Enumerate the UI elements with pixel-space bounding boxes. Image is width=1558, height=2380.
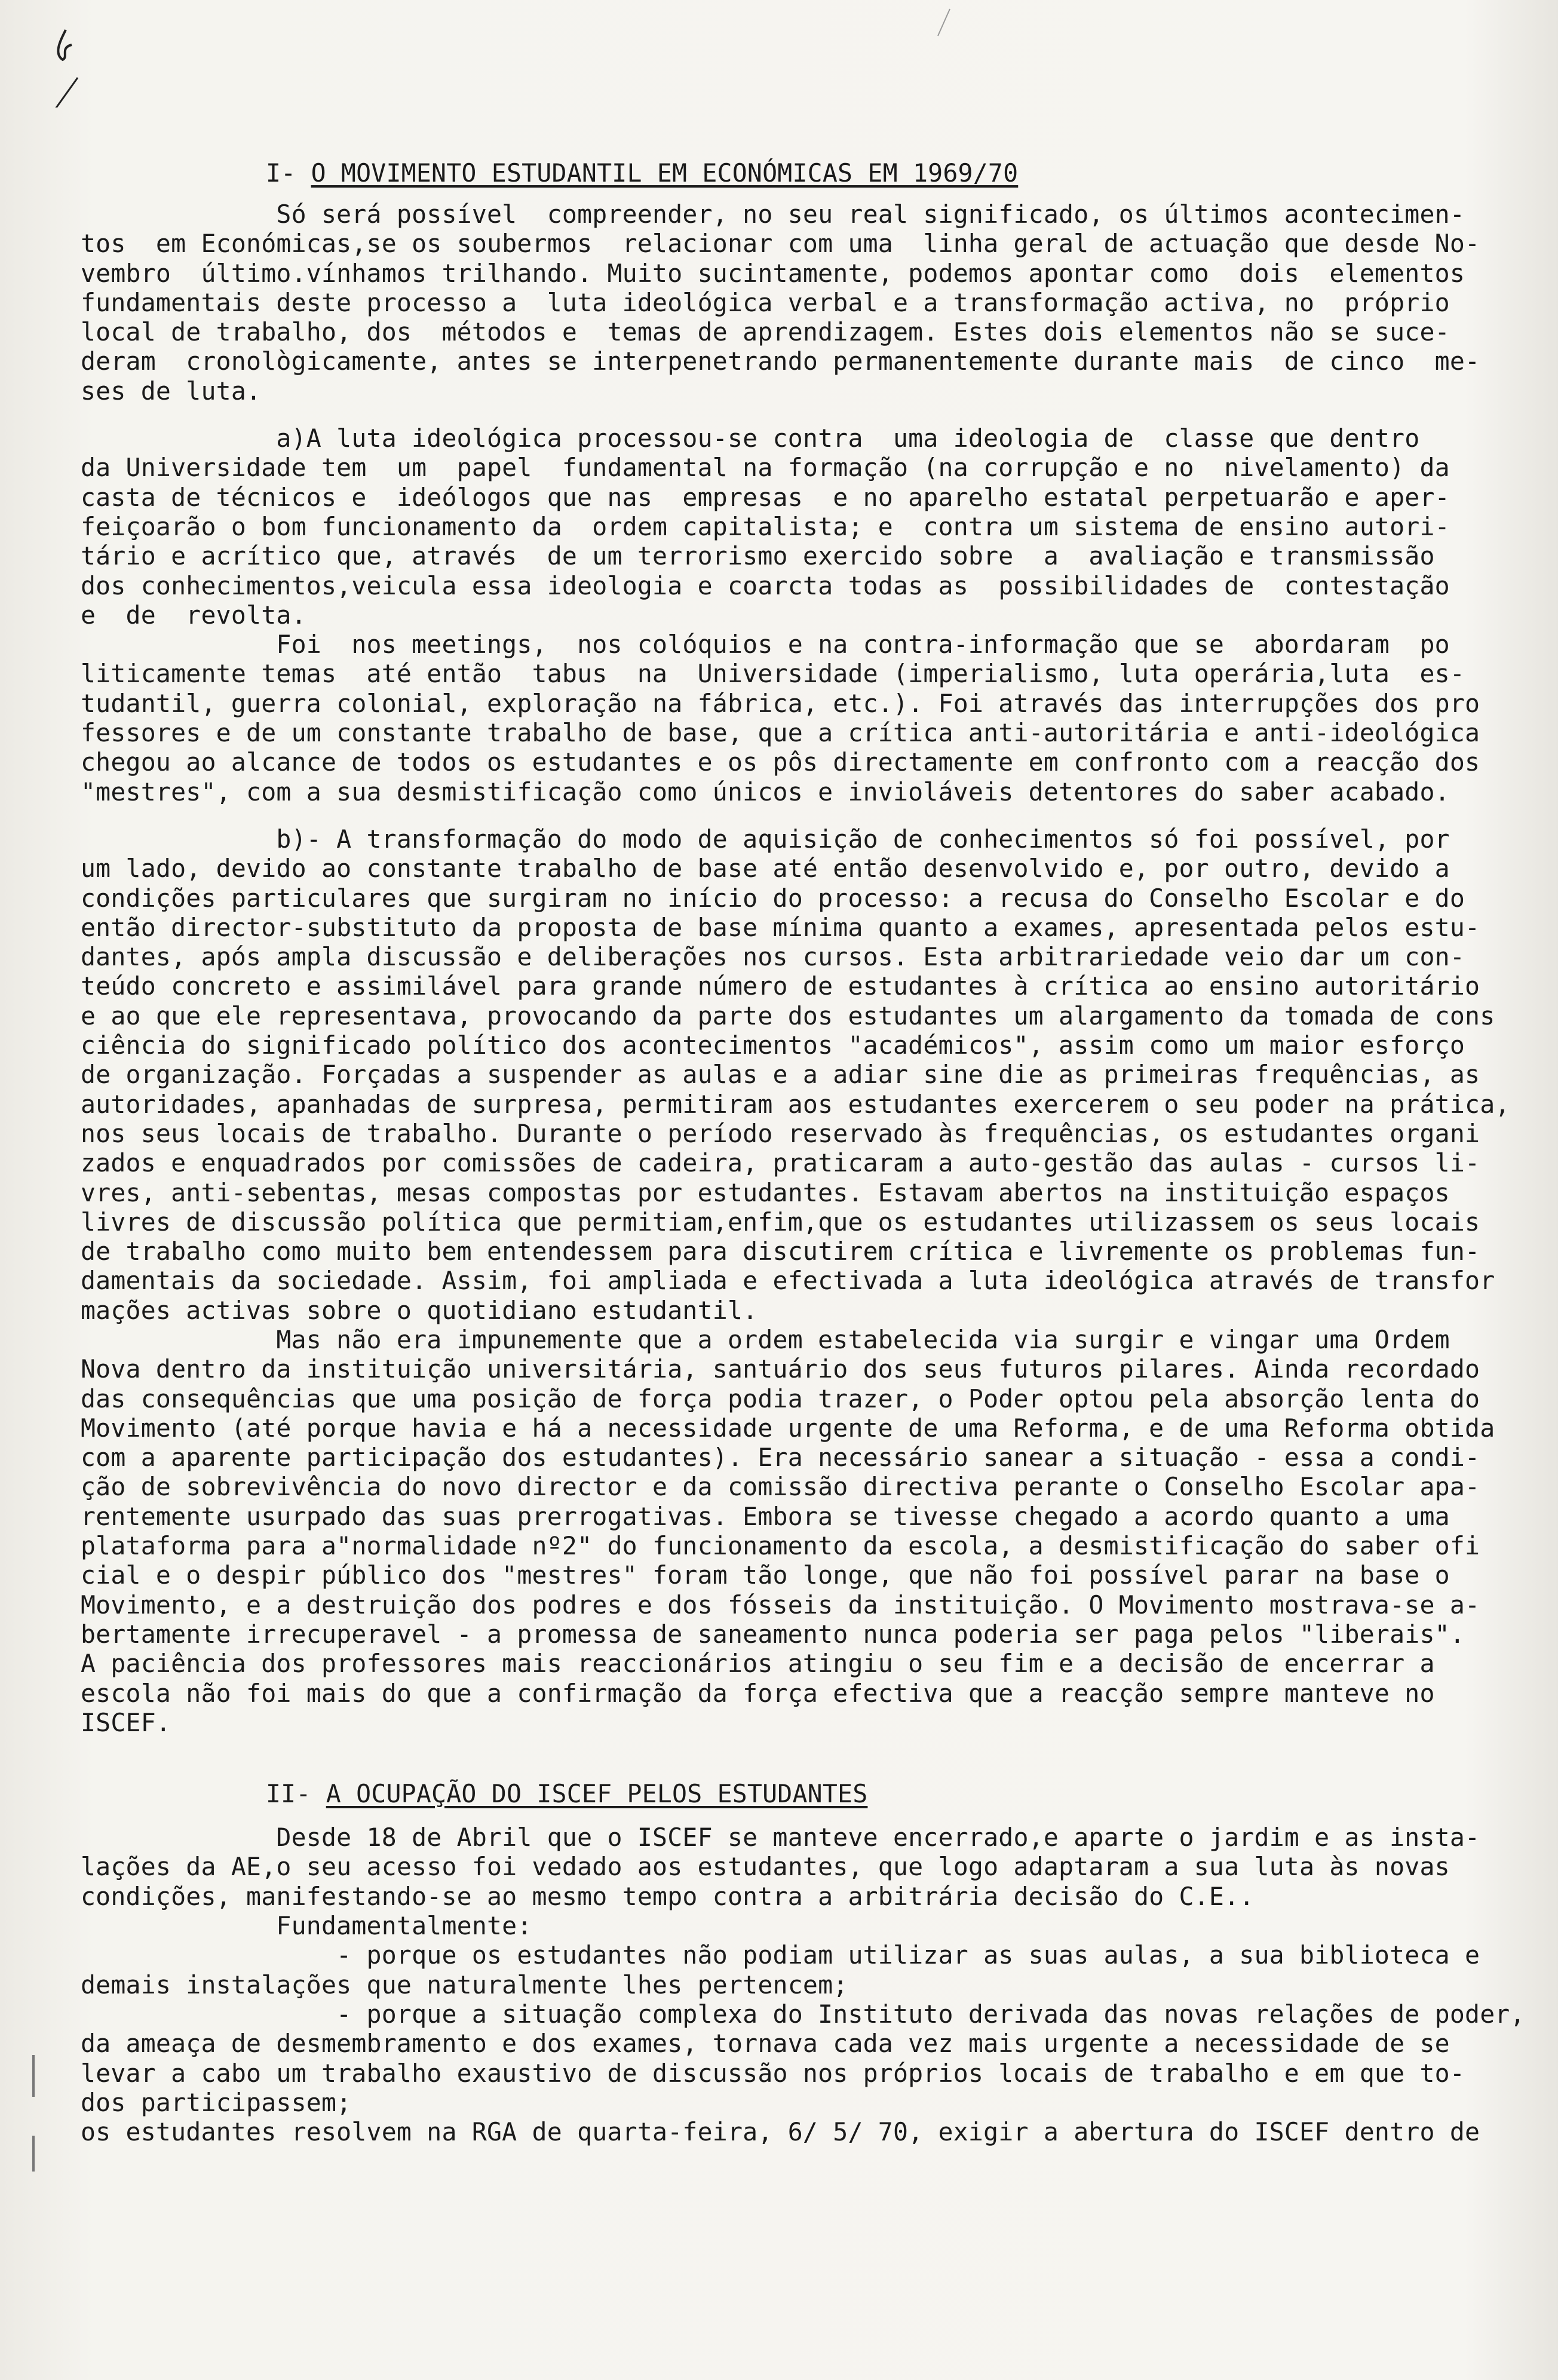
paragraph xyxy=(81,424,1479,630)
text-line: Foi nos meetings, nos colóquios e na contra-informação que se abordaram po xyxy=(81,630,1450,660)
text-line: da ameaça de desmembramento e dos exames, tornava cada vez mais urgente a necessidade de se xyxy=(81,2029,1450,2059)
text-line: dos conhecimentos,veicula essa ideologia e coarcta todas as possibilidades de contestação xyxy=(81,571,1450,600)
text-line: Movimento, e a destruição dos podres e dos fósseis da instituição. O Movimento mostrava-se a- xyxy=(81,1590,1480,1620)
text-line: autoridades, apanhadas de surpresa, permitiram aos estudantes exercerem o seu poder na prática, xyxy=(81,1089,1510,1119)
section-title: O MOVIMENTO ESTUDANTIL EM ECONÓMICAS EM 1969/70 xyxy=(311,158,1019,188)
paragraph xyxy=(81,1823,1525,2147)
text-line: Só será possível compreender, no seu real significado, os últimos acontecimen- xyxy=(81,200,1465,229)
text-line: Fundamentalmente: xyxy=(81,1911,532,1941)
text-line: - porque os estudantes não podiam utilizar as suas aulas, a sua biblioteca e xyxy=(81,1940,1480,1970)
text-line: Desde 18 de Abril que o ISCEF se manteve encerrado,e aparte o jardim e as insta- xyxy=(81,1823,1480,1853)
section-heading xyxy=(81,1779,1479,1808)
text-line: A paciência dos professores mais reaccionários atingiu o seu fim e a decisão de encerrar a xyxy=(81,1649,1435,1679)
text-line: de organização. Forçadas a suspender as aulas e a adiar sine die as primeiras frequências, as xyxy=(81,1060,1480,1090)
text-line: plataforma para a"normalidade nº2" do funcionamento da escola, a desmistificação do saber ofi xyxy=(81,1531,1480,1561)
text-line: dantes, após ampla discussão e deliberações nos cursos. Esta arbitrariedade veio dar um con- xyxy=(81,942,1465,972)
text-line: escola não foi mais do que a confirmação da força efectiva que a reacção sempre manteve no xyxy=(81,1678,1435,1708)
text-line: chegou ao alcance de todos os estudantes e os pôs directamente em confronto com a reacção dos xyxy=(81,747,1480,777)
text-line: Mas não era impunemente que a ordem estabelecida via surgir e vingar uma Ordem xyxy=(81,1324,1450,1354)
text-line: Nova dentro da instituição universitária, santuário dos seus futuros pilares. Ainda recordado xyxy=(81,1354,1480,1384)
text-line: bertamente irrecuperavel - a promessa de saneamento nunca poderia ser paga pelos "liberais". xyxy=(81,1619,1465,1649)
paragraph xyxy=(81,1324,1495,1737)
text-line: liticamente temas até então tabus na Universidade (imperialismo, luta operária,luta es- xyxy=(81,659,1465,689)
text-line: tudantil, guerra colonial, exploração na fábrica, etc.). Foi através das interrupções dos pro xyxy=(81,688,1480,718)
paragraph xyxy=(81,200,1479,406)
text-line: "mestres", com a sua desmistificação como únicos e invioláveis detentores do saber acabado. xyxy=(81,777,1450,806)
text-line: livres de discussão política que permitiam,enfim,que os estudantes utilizassem os seus locais xyxy=(81,1207,1480,1237)
text-line: ção de sobrevivência do novo director e da comissão directiva perante o Conselho Escolar apa- xyxy=(81,1472,1480,1502)
text-line: feiçoarão o bom funcionamento da ordem capitalista; e contra um sistema de ensino autori- xyxy=(81,511,1450,541)
text-line: deram cronològicamente, antes se interpenetrando permanentemente durante mais de cinco me- xyxy=(81,346,1480,376)
text-line: vembro último.vínhamos trilhando. Muito sucintamente, podemos apontar como dois elementos xyxy=(81,258,1465,288)
text-line: local de trabalho, dos métodos e temas de aprendizagem. Estes dois elementos não se suce- xyxy=(81,317,1450,347)
pencil-mark xyxy=(932,6,956,42)
section-heading xyxy=(81,158,1479,188)
text-line: os estudantes resolvem na RGA de quarta-feira, 6/ 5/ 70, exigir a abertura do ISCEF dentro de xyxy=(81,2117,1480,2147)
text-line: de trabalho como muito bem entendessem para discutirem crítica e livremente os problemas fun- xyxy=(81,1237,1480,1266)
text-line: damentais da sociedade. Assim, foi ampliada e efectivada a luta ideológica através de transfor xyxy=(81,1266,1495,1296)
text-line: b)- A transformação do modo de aquisição de conhecimentos só foi possível, por xyxy=(81,824,1450,854)
text-line: e de revolta. xyxy=(81,600,306,630)
text-line: ISCEF. xyxy=(81,1707,171,1737)
text-line: então director-substituto da proposta de base mínima quanto a exames, apresentada pelos estu- xyxy=(81,912,1480,942)
text-line: ciência do significado político dos acontecimentos "académicos", assim como um maior esforço xyxy=(81,1030,1465,1060)
text-line: da Universidade tem um papel fundamental na formação (na corrupção e no nivelamento) da xyxy=(81,453,1450,483)
text-line: mações activas sobre o quotidiano estudantil. xyxy=(81,1295,758,1325)
section-number: I- xyxy=(266,158,311,188)
text-line: Movimento (até porque havia e há a necessidade urgente de uma Reforma, e de uma Reforma obtida xyxy=(81,1413,1495,1443)
paragraph xyxy=(81,824,1510,1325)
text-line: - porque a situação complexa do Instituto derivada das novas relações de poder, xyxy=(81,1999,1525,2029)
text-line: teúdo concreto e assimilável para grande número de estudantes à crítica ao ensino autoritário xyxy=(81,971,1480,1001)
margin-mark xyxy=(32,2136,35,2172)
text-line: dos participassem; xyxy=(81,2087,352,2117)
text-line: com a aparente participação dos estudantes). Era necessário sanear a situação - essa a condi- xyxy=(81,1443,1480,1473)
document-text xyxy=(81,158,1525,2147)
handwritten-mark xyxy=(42,24,96,108)
text-line: fundamentais deste processo a luta ideológica verbal e a transformação activa, no próprio xyxy=(81,287,1450,317)
section-title: A OCUPAÇÃO DO ISCEF PELOS ESTUDANTES xyxy=(326,1779,868,1809)
text-line: das consequências que uma posição de força podia trazer, o Poder optou pela absorção lenta do xyxy=(81,1384,1480,1413)
text-line: tário e acrítico que, através de um terrorismo exercido sobre a avaliação e transmissão xyxy=(81,541,1435,571)
text-line: nos seus locais de trabalho. Durante o período reservado às frequências, os estudantes organi xyxy=(81,1118,1480,1148)
text-line: zados e enquadrados por comissões de cadeira, praticaram a auto-gestão das aulas - cursos li- xyxy=(81,1148,1480,1178)
text-line: cial e o despir público dos "mestres" foram tão longe, que não foi possível parar na base o xyxy=(81,1560,1450,1590)
paragraph xyxy=(81,630,1479,806)
text-line: fessores e de um constante trabalho de base, que a crítica anti-autoritária e anti-ideológica xyxy=(81,718,1480,748)
text-line: demais instalações que naturalmente lhes pertencem; xyxy=(81,1970,848,1999)
text-line: a)A luta ideológica processou-se contra uma ideologia de classe que dentro xyxy=(81,424,1420,453)
section-number: II- xyxy=(266,1779,326,1809)
text-line: ses de luta. xyxy=(81,376,262,406)
text-line: casta de técnicos e ideólogos que nas empresas e no aparelho estatal perpetuarão e aper- xyxy=(81,482,1450,512)
text-line: levar a cabo um trabalho exaustivo de discussão nos próprios locais de trabalho e em que to- xyxy=(81,2058,1465,2088)
text-line: condições particulares que surgiram no início do processo: a recusa do Conselho Escolar e do xyxy=(81,883,1465,913)
text-line: lações da AE,o seu acesso foi vedado aos estudantes, que logo adaptaram a sua luta às novas xyxy=(81,1852,1450,1882)
text-line: tos em Económicas,se os soubermos relacionar com uma linha geral de actuação que desde No- xyxy=(81,229,1480,259)
text-line: vres, anti-sebentas, mesas compostas por estudantes. Estavam abertos na instituição espaços xyxy=(81,1177,1450,1207)
margin-mark xyxy=(32,2055,35,2097)
text-line: rentemente usurpado das suas prerrogativas. Embora se tivesse chegado a acordo quanto a uma xyxy=(81,1501,1450,1531)
text-line: e ao que ele representava, provocando da parte dos estudantes um alargamento da tomada de cons xyxy=(81,1001,1495,1030)
text-line: um lado, devido ao constante trabalho de base até então desenvolvido e, por outro, devido a xyxy=(81,854,1450,884)
text-line: condições, manifestando-se ao mesmo tempo contra a arbitrária decisão do C.E.. xyxy=(81,1881,1255,1911)
